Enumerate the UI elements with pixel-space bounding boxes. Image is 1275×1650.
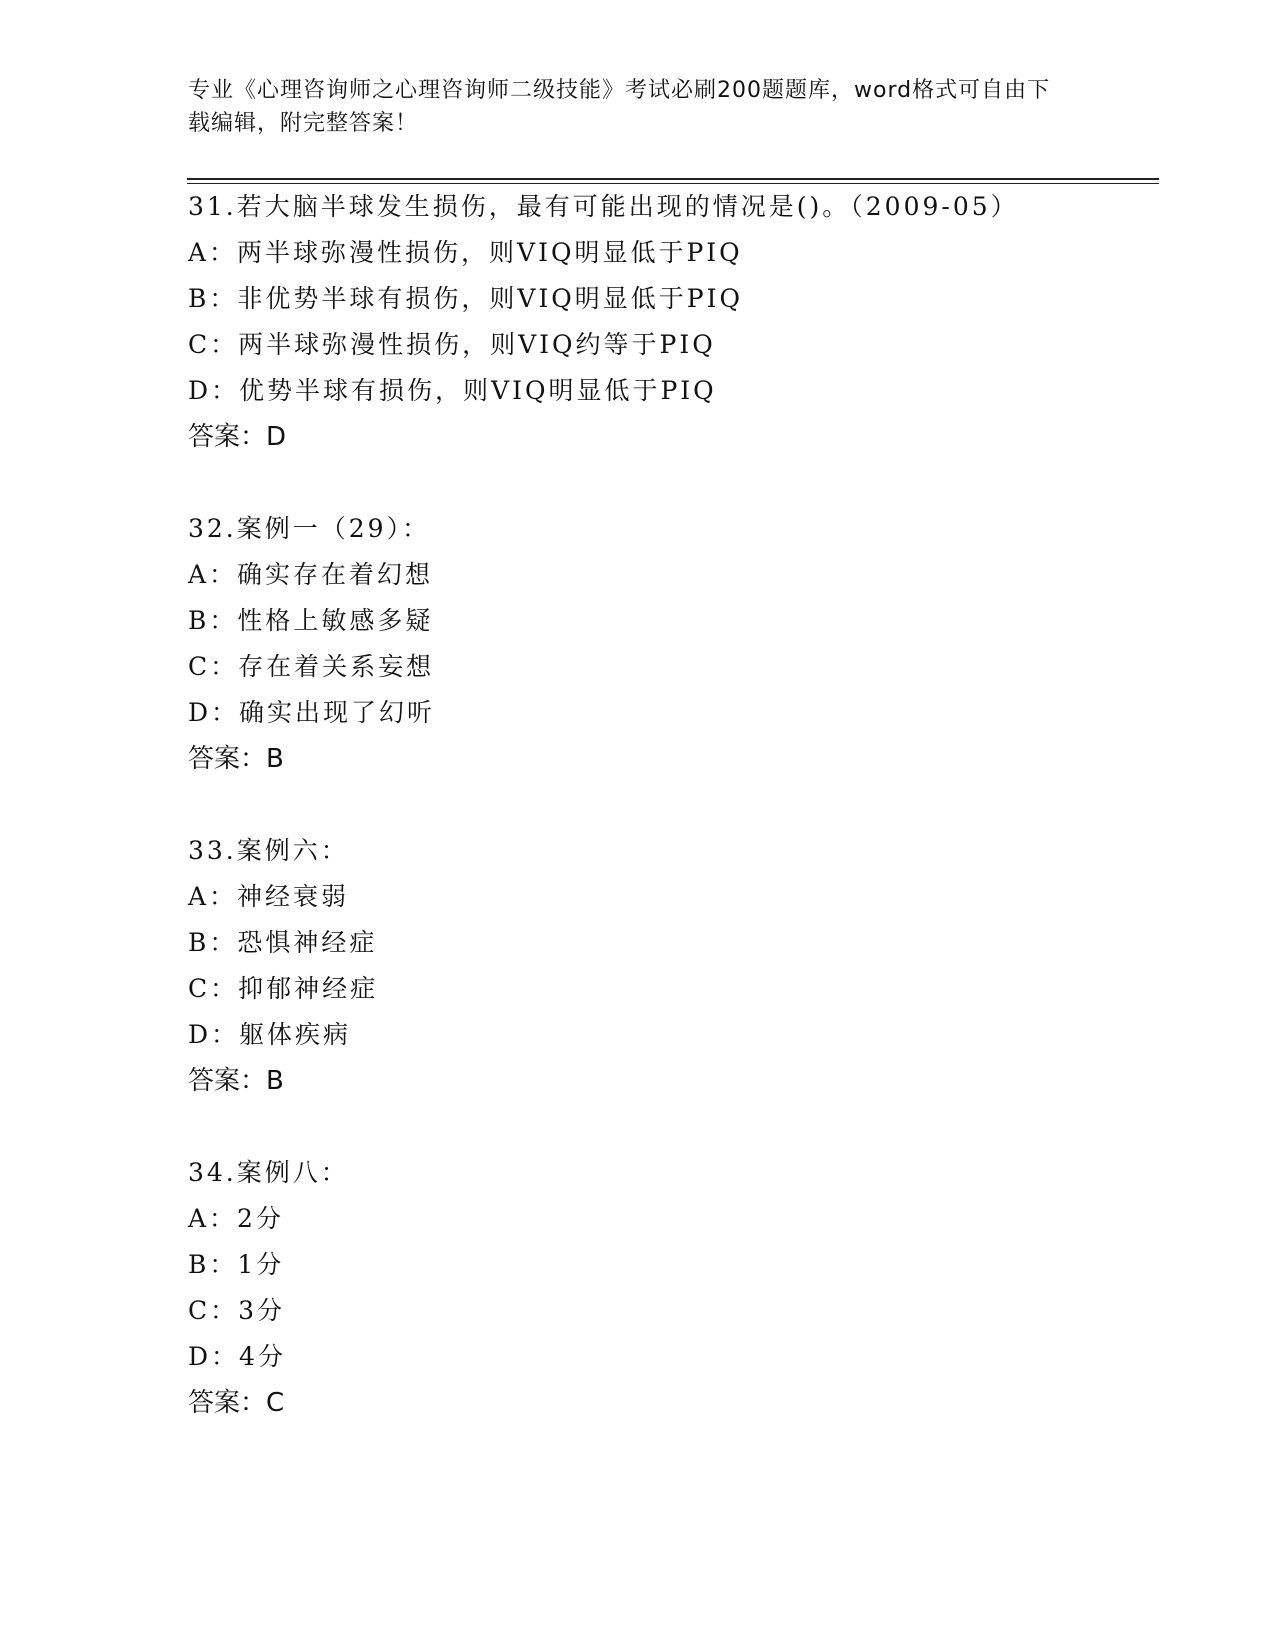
question-stem: 31.若大脑半球发生损伤，最有可能出现的情况是()。（2009-05）: [188, 192, 1019, 221]
question-34: [188, 1150, 1148, 1426]
option-c: C：3分: [188, 1296, 286, 1325]
header-divider-thick: [187, 178, 1159, 180]
option-c: C：存在着关系妄想: [188, 652, 435, 681]
document-header: 专业《心理咨询师之心理咨询师二级技能》考试必刷200题题库，word格式可自由下载编辑，附完整答案！: [188, 78, 1051, 136]
question-stem: 33.案例六：: [188, 836, 349, 865]
question-stem: 32.案例一（29）：: [188, 514, 431, 543]
option-a: A：2分: [188, 1204, 284, 1233]
question-33: [188, 828, 1148, 1104]
option-b: B：1分: [188, 1250, 285, 1279]
answer: 答案：D: [188, 422, 287, 452]
option-b: B：性格上敏感多疑: [188, 606, 434, 635]
option-d: D：躯体疾病: [188, 1020, 352, 1049]
option-d: D：4分: [188, 1342, 286, 1371]
option-d: D：优势半球有损伤，则VIQ明显低于PIQ: [188, 376, 717, 405]
option-a: A：两半球弥漫性损伤，则VIQ明显低于PIQ: [188, 238, 743, 267]
option-b: B：非优势半球有损伤，则VIQ明显低于PIQ: [188, 284, 743, 313]
option-a: A：确实存在着幻想: [188, 560, 434, 589]
option-c: C：两半球弥漫性损伤，则VIQ约等于PIQ: [188, 330, 716, 359]
option-c: C：抑郁神经症: [188, 974, 379, 1003]
option-a: A：神经衰弱: [188, 882, 350, 911]
question-stem: 34.案例八：: [188, 1158, 349, 1187]
answer: 答案：C: [188, 1388, 285, 1418]
option-b: B：恐惧神经症: [188, 928, 378, 957]
answer: 答案：B: [188, 1066, 284, 1096]
question-32: [188, 506, 1148, 782]
answer: 答案：B: [188, 744, 284, 774]
option-d: D：确实出现了幻听: [188, 698, 436, 727]
question-31: [188, 184, 1148, 460]
